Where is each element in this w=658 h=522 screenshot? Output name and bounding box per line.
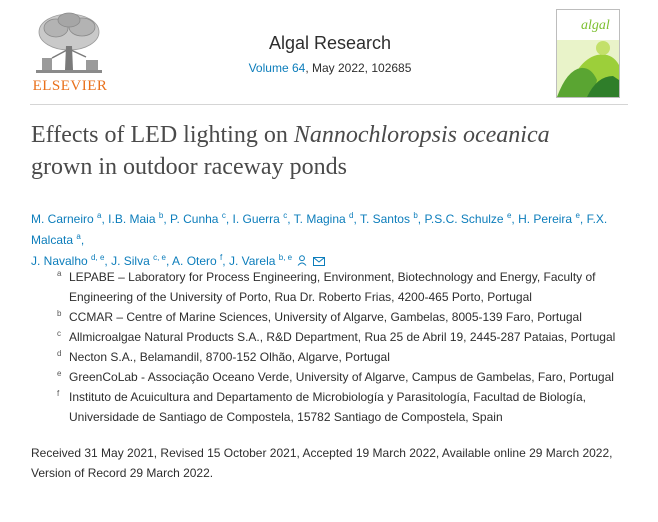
elsevier-tree-icon [32, 10, 106, 76]
affiliation-item: Universidade de Santiago de Compostela, 15782 Santiago de Compostela, Spain [69, 410, 503, 424]
author-link[interactable]: F.X. Malcata $^a$ [31, 212, 608, 247]
author-link[interactable]: H. Pereira $^e$ [518, 211, 580, 226]
journal-title-link[interactable]: Algal Research [268, 33, 392, 53]
affiliation-item: e GreenCoLab - Associação Oceano Verde, University of Algarve, Campus de Gambelas, Faro, Portugal [57, 369, 614, 384]
author-link[interactable]: P. Cunha $^c$ [169, 211, 226, 226]
author-list: M. Carneiro $^a$, I.B. Maia $^b$, P. Cunha $^c$, I. Guerra $^c$, T. Magina $^d$, T. Santos $^b$, P.S.C. Schulze $^e$, H. Pereira $^e$, F.X. Malcata $^a$, J. Navalho $^{d, e}$, J. Silva $^{c, e}$, A. Otero $^f$, J. Varela $^{b, e}$ [31, 211, 608, 268]
author-link[interactable]: I.B. Maia $^b$ [108, 211, 164, 226]
author-link[interactable]: A. Otero $^f$ [172, 253, 223, 268]
author-link[interactable]: I. Guerra $^c$ [232, 211, 288, 226]
elsevier-logo[interactable] [30, 10, 110, 94]
affiliation-item: d Necton S.A., Belamandil, 8700-152 Olhão, Algarve, Portugal [57, 349, 390, 364]
affiliation-item: b CCMAR – Centre of Marine Sciences, University of Algarve, Gambelas, 8005-139 Faro, Portugal [57, 309, 582, 324]
affiliation-item: f Instituto de Acuicultura and Departamento de Microbiología y Parasitología, Facultad de Biología, [57, 389, 586, 404]
author-link[interactable]: P.S.C. Schulze $^e$ [424, 211, 512, 226]
article-history [31, 443, 631, 483]
cover-logo-text: algal [581, 18, 610, 33]
journal-header [200, 32, 460, 76]
author-link[interactable]: M. Carneiro $^a$ [31, 211, 102, 226]
person-icon[interactable] [297, 255, 307, 266]
title-part-1: Effects of LED lighting on [31, 122, 294, 148]
email-icon[interactable] [313, 257, 325, 266]
author-link-corresponding[interactable]: J. Varela $^{b, e}$ [228, 253, 293, 268]
elsevier-wordmark: ELSEVIER [32, 78, 108, 94]
header-divider [30, 104, 628, 105]
affiliation-item: Engineering of the University of Porto, Rua Dr. Roberto Frias, 4200-465 Porto, Portugal [69, 290, 532, 304]
title-species: Nannochloropsis oceanica [293, 122, 550, 148]
author-link[interactable]: T. Santos $^b$ [359, 211, 418, 226]
affiliation-item: a LEPABE – Laboratory for Process Engineering, Environment, Biotechnology and Energy, Faculty of [57, 269, 596, 284]
volume-link[interactable]: Volume 64 [248, 61, 306, 75]
affiliation-item: c Allmicroalgae Natural Products S.A., R&D Department, Rua 25 de Abril 19, 2445-287 Pataias, Portugal [57, 329, 616, 344]
author-link[interactable]: J. Silva $^{c, e}$ [111, 253, 166, 268]
author-link[interactable]: J. Navalho $^{d, e}$ [31, 253, 105, 268]
journal-meta [200, 60, 460, 76]
title-part-2: grown in outdoor raceway ponds [31, 154, 347, 180]
issue-date-article-number: , May 2022, 102685 [305, 61, 412, 75]
journal-cover-image[interactable] [556, 9, 620, 98]
history-line-1: Received 31 May 2021, Revised 15 October 2021, Accepted 19 March 2022, Available online 29 March 2022, [31, 446, 613, 460]
article-title [31, 119, 631, 183]
history-line-2: Version of Record 29 March 2022. [31, 466, 214, 480]
affiliation-list [57, 267, 627, 427]
author-link[interactable]: T. Magina $^d$ [293, 211, 354, 226]
